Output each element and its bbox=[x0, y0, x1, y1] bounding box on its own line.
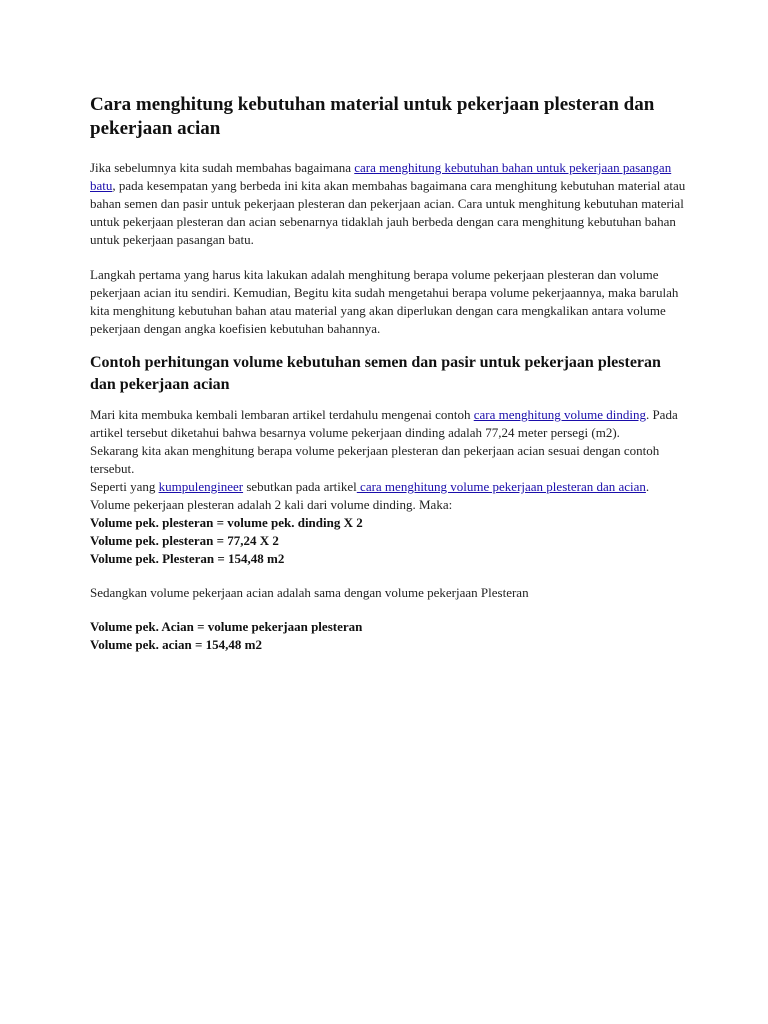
link-volume-dinding[interactable]: cara menghitung volume dinding bbox=[473, 407, 646, 422]
section-heading: Contoh perhitungan volume kebutuhan semen dan pasir untuk pekerjaan plesteran dan pekerjaan acian bbox=[90, 354, 661, 393]
formula-plesteran-1: Volume pek. plesteran = volume pek. dinding X 2 bbox=[90, 515, 363, 530]
example-text-4: Seperti yang bbox=[90, 479, 159, 494]
example-text-5: sebutkan pada artikel bbox=[243, 479, 357, 494]
page-title: Cara menghitung kebutuhan material untuk pekerjaan plesteran dan pekerjaan acian bbox=[90, 94, 655, 139]
example-text-6: . Volume pekerjaan plesteran adalah 2 kali dari volume dinding. Maka: bbox=[90, 479, 650, 512]
link-pasangan-batu[interactable]: cara menghitung kebutuhan bahan untuk pekerjaan pasangan batu bbox=[90, 160, 672, 193]
document-page bbox=[90, 93, 690, 654]
intro-text-1: Jika sebelumnya kita sudah membahas bagaimana bbox=[90, 160, 355, 175]
formula-acian-2: Volume pek. acian = 154,48 m2 bbox=[90, 637, 262, 652]
formula-plesteran-3: Volume pek. Plesteran = 154,48 m2 bbox=[90, 551, 285, 566]
formula-acian-1: Volume pek. Acian = volume pekerjaan plesteran bbox=[90, 619, 363, 634]
example-paragraph bbox=[90, 406, 690, 568]
acian-formula-paragraph bbox=[90, 618, 690, 654]
steps-paragraph: Langkah pertama yang harus kita lakukan adalah menghitung berapa volume pekerjaan plesteran dan volume pekerjaan acian itu sendiri. Kemudian, Begitu kita sudah mengetahui berapa volume pekerjaannya, maka barulah kita menghitung kebutuhan bahan atau material yang akan diperlukan dengan cara mengkalikan antara volume pekerjaan dengan angka koefisien kebutuhan bahannya. bbox=[90, 267, 679, 336]
example-text-3: Sekarang kita akan menghitung berapa volume pekerjaan plesteran dan pekerjaan acian sesuai dengan contoh tersebut. bbox=[90, 443, 660, 476]
example-text-1: Mari kita membuka kembali lembaran artikel terdahulu mengenai contoh bbox=[90, 407, 474, 422]
link-volume-plesteran-acian[interactable]: cara menghitung volume pekerjaan plesteran dan acian bbox=[356, 479, 646, 494]
acian-paragraph: Sedangkan volume pekerjaan acian adalah sama dengan volume pekerjaan Plesteran bbox=[90, 585, 529, 600]
intro-text-2: , pada kesempatan yang berbeda ini kita akan membahas bagaimana cara menghitung kebutuhan material atau bahan semen dan pasir untuk pekerjaan plesteran dan pekerjaan acian. Cara untuk menghitung kebutuhan material untuk pekerjaan plesteran dan acian sebenarnya tidaklah jauh berbeda dengan cara menghitung kebutuhan bahan untuk pekerjaan pasangan batu. bbox=[90, 178, 686, 247]
formula-plesteran-2: Volume pek. plesteran = 77,24 X 2 bbox=[90, 533, 279, 548]
intro-paragraph bbox=[90, 159, 690, 249]
link-kumpulengineer[interactable]: kumpulengineer bbox=[158, 479, 244, 494]
example-text-2: . Pada artikel tersebut diketahui bahwa besarnya volume pekerjaan dinding adalah 77,24 meter persegi (m2). bbox=[90, 407, 678, 440]
